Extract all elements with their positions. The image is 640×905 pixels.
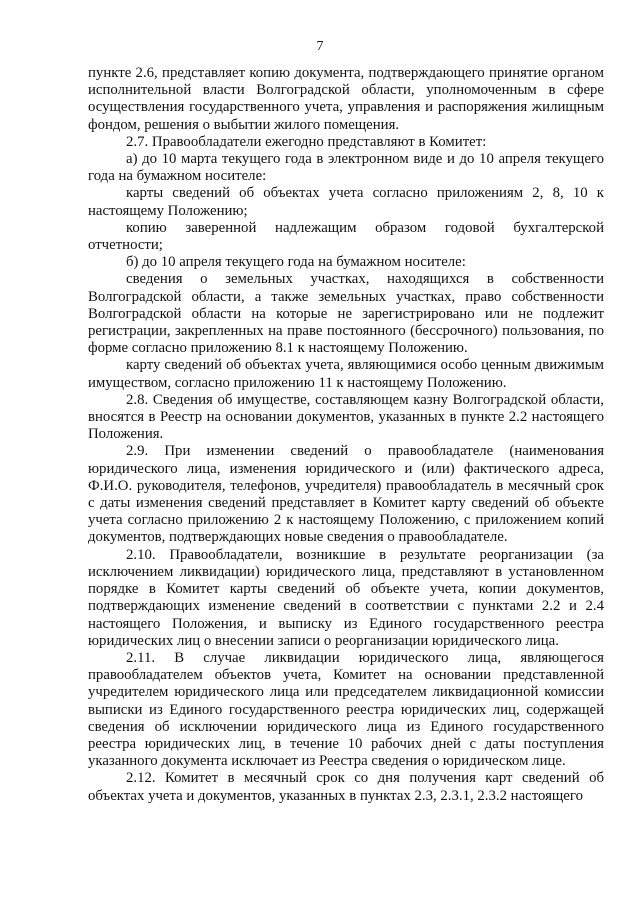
paragraph-2-7-b-movable: карту сведений об объектах учета, являющимися особо ценным движимым имуществом, согласно приложению 11 к настоящему Положению. xyxy=(88,357,604,391)
document-body xyxy=(88,65,604,805)
paragraph-2-7-a-accounts: копию заверенной надлежащим образом годовой бухгалтерской отчетности; xyxy=(88,219,604,254)
paragraph-2-9: 2.9. При изменении сведений о правообладателе (наименования юридического лица, изменения юридического и (или) фактического адреса, Ф.И.О. руководителя, телефонов, учредителя) правообладатель в месячный срок с даты изменения сведений представляет в Комитет карту сведений об объекте учета согласно приложению 2 к настоящему Положению, с приложением копий документов, подтверждающих новые сведения о правообладателе. xyxy=(88,443,604,546)
paragraph-2-7-b-land: сведения о земельных участках, находящихся в собственности Волгоградской области, а также земельных участках, право собственности Волгоградской области на которые не зарегистрировано или не подлежит регистрации, закрепленных на праве постоянного (бессрочного) пользования, по форме согласно приложению 8.1 к настоящему Положению. xyxy=(88,271,604,357)
paragraph-2-7-a: а) до 10 марта текущего года в электронном виде и до 10 апреля текущего года на бумажном носителе: xyxy=(88,151,604,185)
paragraph-2-8: 2.8. Сведения об имуществе, составляющем казну Волгоградской области, вносятся в Реестр на основании документов, указанных в пункте 2.2 настоящего Положения. xyxy=(88,391,604,443)
paragraph-2-10: 2.10. Правообладатели, возникшие в результате реорганизации (за исключением ликвидации) юридического лица, представляют в установленном порядке в Комитет карты сведений об объекте учета, копии документов, подтверждающих изменение сведений в соответствии с пунктами 2.2 и 2.4 настоящего Положения, и выписку из Единого государственного реестра юридических лиц о внесении записи о реорганизации юридического лица. xyxy=(88,546,604,649)
page-number: 7 xyxy=(316,39,324,54)
paragraph-2-7: 2.7. Правообладатели ежегодно представляют в Комитет: xyxy=(126,133,487,150)
paragraph-2-7-a-cards: карты сведений об объектах учета согласно приложениям 2, 8, 10 к настоящему Положению; xyxy=(88,185,604,219)
paragraph-2-7-b: б) до 10 апреля текущего года на бумажном носителе: xyxy=(126,254,466,271)
paragraph-2-11: 2.11. В случае ликвидации юридического лица, являющегося правообладателем объектов учета, Комитет на основании представленной учредителем юридического лица или председателем ликвидационной комиссии выписки из Единого государственного реестра юридических лиц, содержащей сведения об исключении юридического лица из Единого государственного реестра юридических лиц, в течение 10 рабочих дней с даты поступления указанного документа исключает из Реестра сведения о юридическом лице. xyxy=(88,649,604,770)
paragraph-continuation: пункте 2.6, представляет копию документа, подтверждающего принятие органом исполнительной власти Волгоградской области, уполномоченным в сфере осуществления государственного учета, управления и распоряжения жилищным фондом, решения о выбытии жилого помещения. xyxy=(88,65,604,133)
paragraph-2-12: 2.12. Комитет в месячный срок со дня получения карт сведений об объектах учета и документов, указанных в пунктах 2.3, 2.3.1, 2.3.2 настоящего xyxy=(88,770,604,804)
